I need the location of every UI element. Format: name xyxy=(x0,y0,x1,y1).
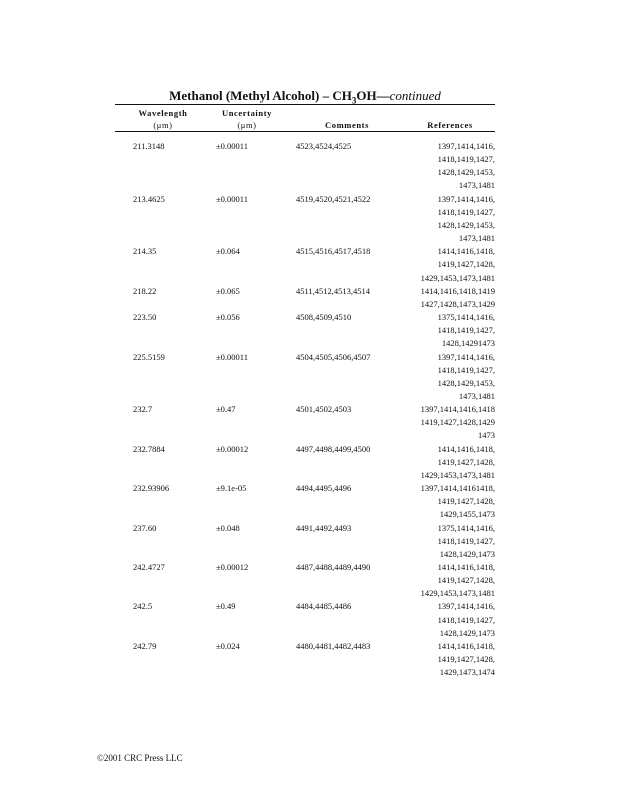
wavelength-cell: 242.79 xyxy=(133,640,157,651)
wavelength-cell: 211.3148 xyxy=(133,141,165,151)
reference-line: 1397,1414,1416,1418 xyxy=(420,404,495,415)
table-row xyxy=(115,311,495,350)
header-uncertainty xyxy=(212,107,282,131)
references-cell xyxy=(355,482,495,521)
table-row xyxy=(115,600,495,639)
table-row xyxy=(115,482,495,521)
header-wavelength xyxy=(128,107,198,131)
reference-line: 1397,1414,1416, xyxy=(437,141,495,151)
references-cell xyxy=(355,245,495,284)
uncertainty-cell: ±0.00011 xyxy=(216,351,248,362)
reference-line: 1397,1414,1416, xyxy=(437,601,495,612)
reference-line: 1429,1473,1474 xyxy=(439,667,495,678)
references-cell xyxy=(355,561,495,600)
uncertainty-cell: ±0.00011 xyxy=(216,141,248,151)
comments-cell: 4487,4488,4489,4490 xyxy=(296,562,371,572)
references-cell xyxy=(355,443,495,482)
reference-line: 1414,1416,1418, xyxy=(437,640,495,651)
reference-line: 1419,1427,1428, xyxy=(437,456,495,467)
uncertainty-cell: ±9.1e-05 xyxy=(216,483,247,494)
comments-cell: 4480,4481,4482,4483 xyxy=(296,640,371,651)
table-row xyxy=(115,245,495,284)
wavelength-cell: 232.93906 xyxy=(133,483,170,494)
reference-line: 1414,1416,1418, xyxy=(437,562,495,572)
reference-line: 1427,1428,1473,1429 xyxy=(420,298,495,309)
header-wavelength-label: Wavelength xyxy=(138,108,188,118)
reference-line: 1375,1414,1416, xyxy=(437,312,495,323)
references-cell xyxy=(355,522,495,561)
top-rule xyxy=(115,104,495,105)
table-row xyxy=(115,443,495,482)
table-row xyxy=(115,403,495,442)
reference-line: 1429,1455,1473 xyxy=(439,509,495,520)
reference-line: 1429,1453,1473,1481 xyxy=(420,469,495,480)
reference-line: 1397,1414,14161418, xyxy=(420,483,495,494)
comments-cell: 4519,4520,4521,4522 xyxy=(296,193,371,204)
reference-line: 1473 xyxy=(478,430,495,441)
reference-line: 1419,1427,1428, xyxy=(437,496,495,507)
table-row xyxy=(115,522,495,561)
comments-cell: 4494,4495,4496 xyxy=(296,483,352,494)
header-references: References xyxy=(427,120,473,130)
header-uncertainty-unit: (μm) xyxy=(237,120,257,130)
wavelength-cell: 237.60 xyxy=(133,522,157,533)
table-row xyxy=(115,561,495,600)
reference-line: 1418,1419,1427, xyxy=(437,325,495,336)
reference-line: 1429,1453,1473,1481 xyxy=(420,588,495,599)
reference-line: 1419,1427,1428,1429 xyxy=(420,417,495,428)
uncertainty-cell: ±0.064 xyxy=(216,246,240,257)
reference-line: 1418,1419,1427, xyxy=(437,364,495,375)
uncertainty-cell: ±0.065 xyxy=(216,285,240,296)
reference-line: 1418,1419,1427, xyxy=(437,614,495,625)
reference-line: 1428,1429,1473 xyxy=(439,627,495,638)
wavelength-cell: 242.4727 xyxy=(133,562,165,572)
wavelength-cell: 232.7884 xyxy=(133,443,165,454)
wavelength-cell: 218.22 xyxy=(133,285,157,296)
reference-line: 1428,1429,1453, xyxy=(437,167,495,178)
reference-line: 1473,1481 xyxy=(458,390,495,401)
wavelength-cell: 223.50 xyxy=(133,312,157,323)
reference-line: 1375,1414,1416, xyxy=(437,522,495,533)
page-title xyxy=(115,88,495,106)
reference-line: 1428,14291473 xyxy=(441,338,495,349)
reference-line: 1414,1416,1418, xyxy=(437,246,495,257)
reference-line: 1419,1427,1428, xyxy=(437,575,495,586)
wavelength-cell: 214.35 xyxy=(133,246,157,257)
data-table xyxy=(115,140,495,679)
title-suffix: OH— xyxy=(356,88,390,103)
title-main: Methanol (Methyl Alcohol) – CH xyxy=(169,88,352,103)
reference-line: 1414,1416,1418,1419 xyxy=(420,285,495,296)
title-subscript: 3 xyxy=(351,95,357,106)
comments-cell: 4504,4505,4506,4507 xyxy=(296,351,371,362)
reference-line: 1414,1416,1418, xyxy=(437,443,495,454)
reference-line: 1419,1427,1428, xyxy=(437,259,495,270)
title-continued: continued xyxy=(389,88,441,103)
uncertainty-cell: ±0.00011 xyxy=(216,193,248,204)
comments-cell: 4484,4485,4486 xyxy=(296,601,352,612)
uncertainty-cell: ±0.49 xyxy=(216,601,236,612)
reference-line: 1428,1429,1453, xyxy=(437,219,495,230)
references-cell xyxy=(355,311,495,350)
table-row xyxy=(115,285,495,311)
table-row xyxy=(115,351,495,404)
wavelength-cell: 225.5159 xyxy=(133,351,165,362)
uncertainty-cell: ±0.00012 xyxy=(216,562,249,572)
references-cell xyxy=(355,600,495,639)
comments-cell: 4515,4516,4517,4518 xyxy=(296,246,371,257)
references-cell xyxy=(355,140,495,193)
reference-line: 1397,1414,1416, xyxy=(437,193,495,204)
reference-line: 1473,1481 xyxy=(458,233,495,244)
wavelength-cell: 242.5 xyxy=(133,601,153,612)
comments-cell: 4497,4498,4499,4500 xyxy=(296,443,371,454)
header-comments: Comments xyxy=(325,120,369,130)
reference-line: 1418,1419,1427, xyxy=(437,154,495,165)
table-row xyxy=(115,640,495,679)
references-cell xyxy=(355,403,495,442)
table-row xyxy=(115,140,495,193)
references-cell xyxy=(355,640,495,679)
comments-cell: 4491,4492,4493 xyxy=(296,522,352,533)
wavelength-cell: 232.7 xyxy=(133,404,153,415)
reference-line: 1397,1414,1416, xyxy=(437,351,495,362)
comments-cell: 4508,4509,4510 xyxy=(296,312,352,323)
uncertainty-cell: ±0.024 xyxy=(216,640,240,651)
reference-line: 1473,1481 xyxy=(458,180,495,191)
references-cell xyxy=(355,193,495,246)
reference-line: 1419,1427,1428, xyxy=(437,654,495,665)
reference-line: 1418,1419,1427, xyxy=(437,535,495,546)
references-cell xyxy=(355,351,495,404)
header-rule xyxy=(115,131,495,132)
header-wavelength-unit: (μm) xyxy=(153,120,173,130)
uncertainty-cell: ±0.056 xyxy=(216,312,240,323)
reference-line: 1428,1429,1453, xyxy=(437,377,495,388)
header-uncertainty-label: Uncertainty xyxy=(221,108,273,118)
references-cell xyxy=(355,285,495,311)
wavelength-cell: 213.4625 xyxy=(133,193,165,204)
reference-line: 1418,1419,1427, xyxy=(437,206,495,217)
uncertainty-cell: ±0.048 xyxy=(216,522,240,533)
table-row xyxy=(115,193,495,246)
reference-line: 1429,1453,1473,1481 xyxy=(420,272,495,283)
uncertainty-cell: ±0.00012 xyxy=(216,443,249,454)
comments-cell: 4523,4524,4525 xyxy=(296,141,352,151)
comments-cell: 4501,4502,4503 xyxy=(296,404,352,415)
comments-cell: 4511,4512,4513,4514 xyxy=(296,285,371,296)
reference-line: 1428,1429,1473 xyxy=(439,548,495,559)
uncertainty-cell: ±0.47 xyxy=(216,404,236,415)
copyright-footer: ©2001 CRC Press LLC xyxy=(97,753,183,763)
